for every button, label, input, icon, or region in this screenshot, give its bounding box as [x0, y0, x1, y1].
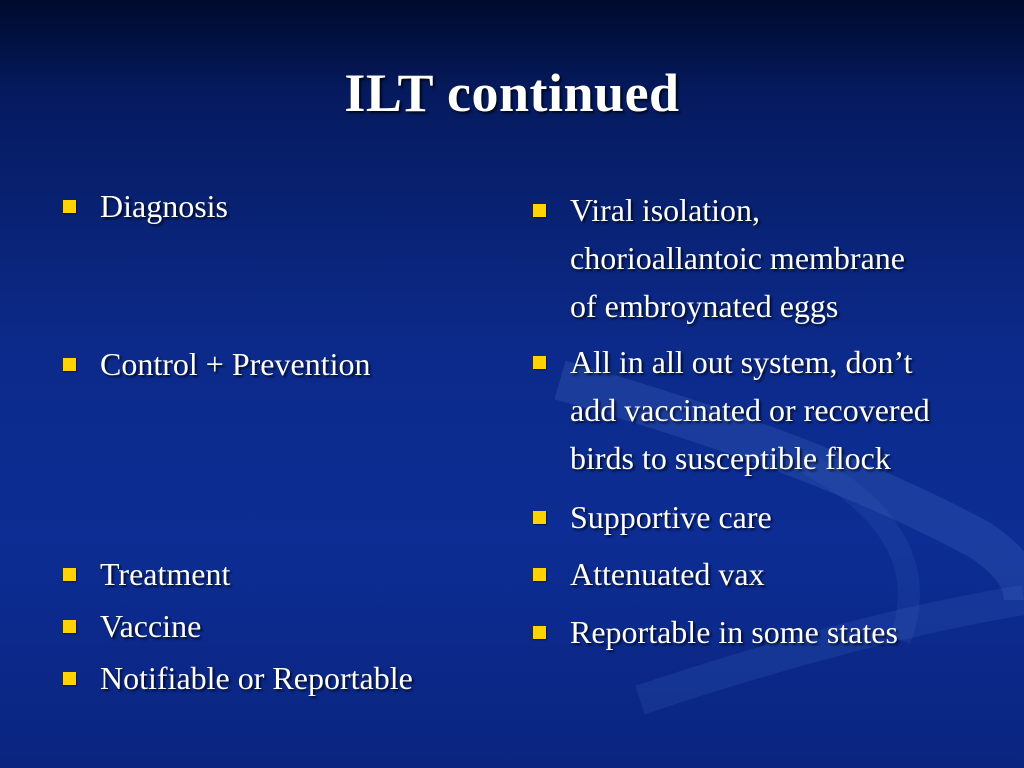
left-bullet-text: Control + Prevention	[100, 346, 371, 382]
left-bullet-treatment	[100, 550, 230, 598]
right-bullet-supportive-care	[570, 493, 772, 541]
right-bullet-line: All in all out system, don’t	[570, 344, 913, 380]
right-bullet-line: Viral isolation,	[570, 192, 761, 228]
left-bullet-text: Notifiable or Reportable	[100, 660, 413, 696]
bullet-icon	[63, 672, 76, 685]
left-bullet-text: Treatment	[100, 556, 231, 592]
left-bullet-text: Vaccine	[100, 608, 202, 644]
right-bullet-attenuated-vax	[570, 550, 765, 598]
right-bullet-reportable	[570, 608, 898, 656]
right-bullet-line: chorioallantoic membrane	[570, 240, 905, 276]
left-bullet-vaccine	[100, 602, 201, 650]
slide-title: ILT continued	[344, 63, 680, 123]
right-bullet-line: Attenuated vax	[570, 556, 765, 592]
right-bullet-all-in-all-out	[570, 338, 930, 482]
bullet-icon	[533, 356, 546, 369]
bullet-icon	[63, 200, 76, 213]
right-bullet-line: birds to susceptible flock	[570, 440, 891, 476]
bullet-icon	[63, 358, 76, 371]
right-bullet-line: Reportable in some states	[570, 614, 898, 650]
left-bullet-control-prevention	[100, 340, 370, 388]
bullet-icon	[63, 620, 76, 633]
right-bullet-viral-isolation	[570, 186, 905, 330]
left-bullet-text: Diagnosis	[100, 188, 228, 224]
bullet-icon	[533, 626, 546, 639]
bullet-icon	[63, 568, 76, 581]
bullet-icon	[533, 204, 546, 217]
left-bullet-notifiable	[100, 654, 413, 702]
bullet-icon	[533, 511, 546, 524]
right-bullet-line: Supportive care	[570, 499, 772, 535]
right-bullet-line: of embroynated eggs	[570, 288, 839, 324]
left-bullet-diagnosis	[100, 182, 228, 230]
right-bullet-line: add vaccinated or recovered	[570, 392, 930, 428]
bullet-icon	[533, 568, 546, 581]
